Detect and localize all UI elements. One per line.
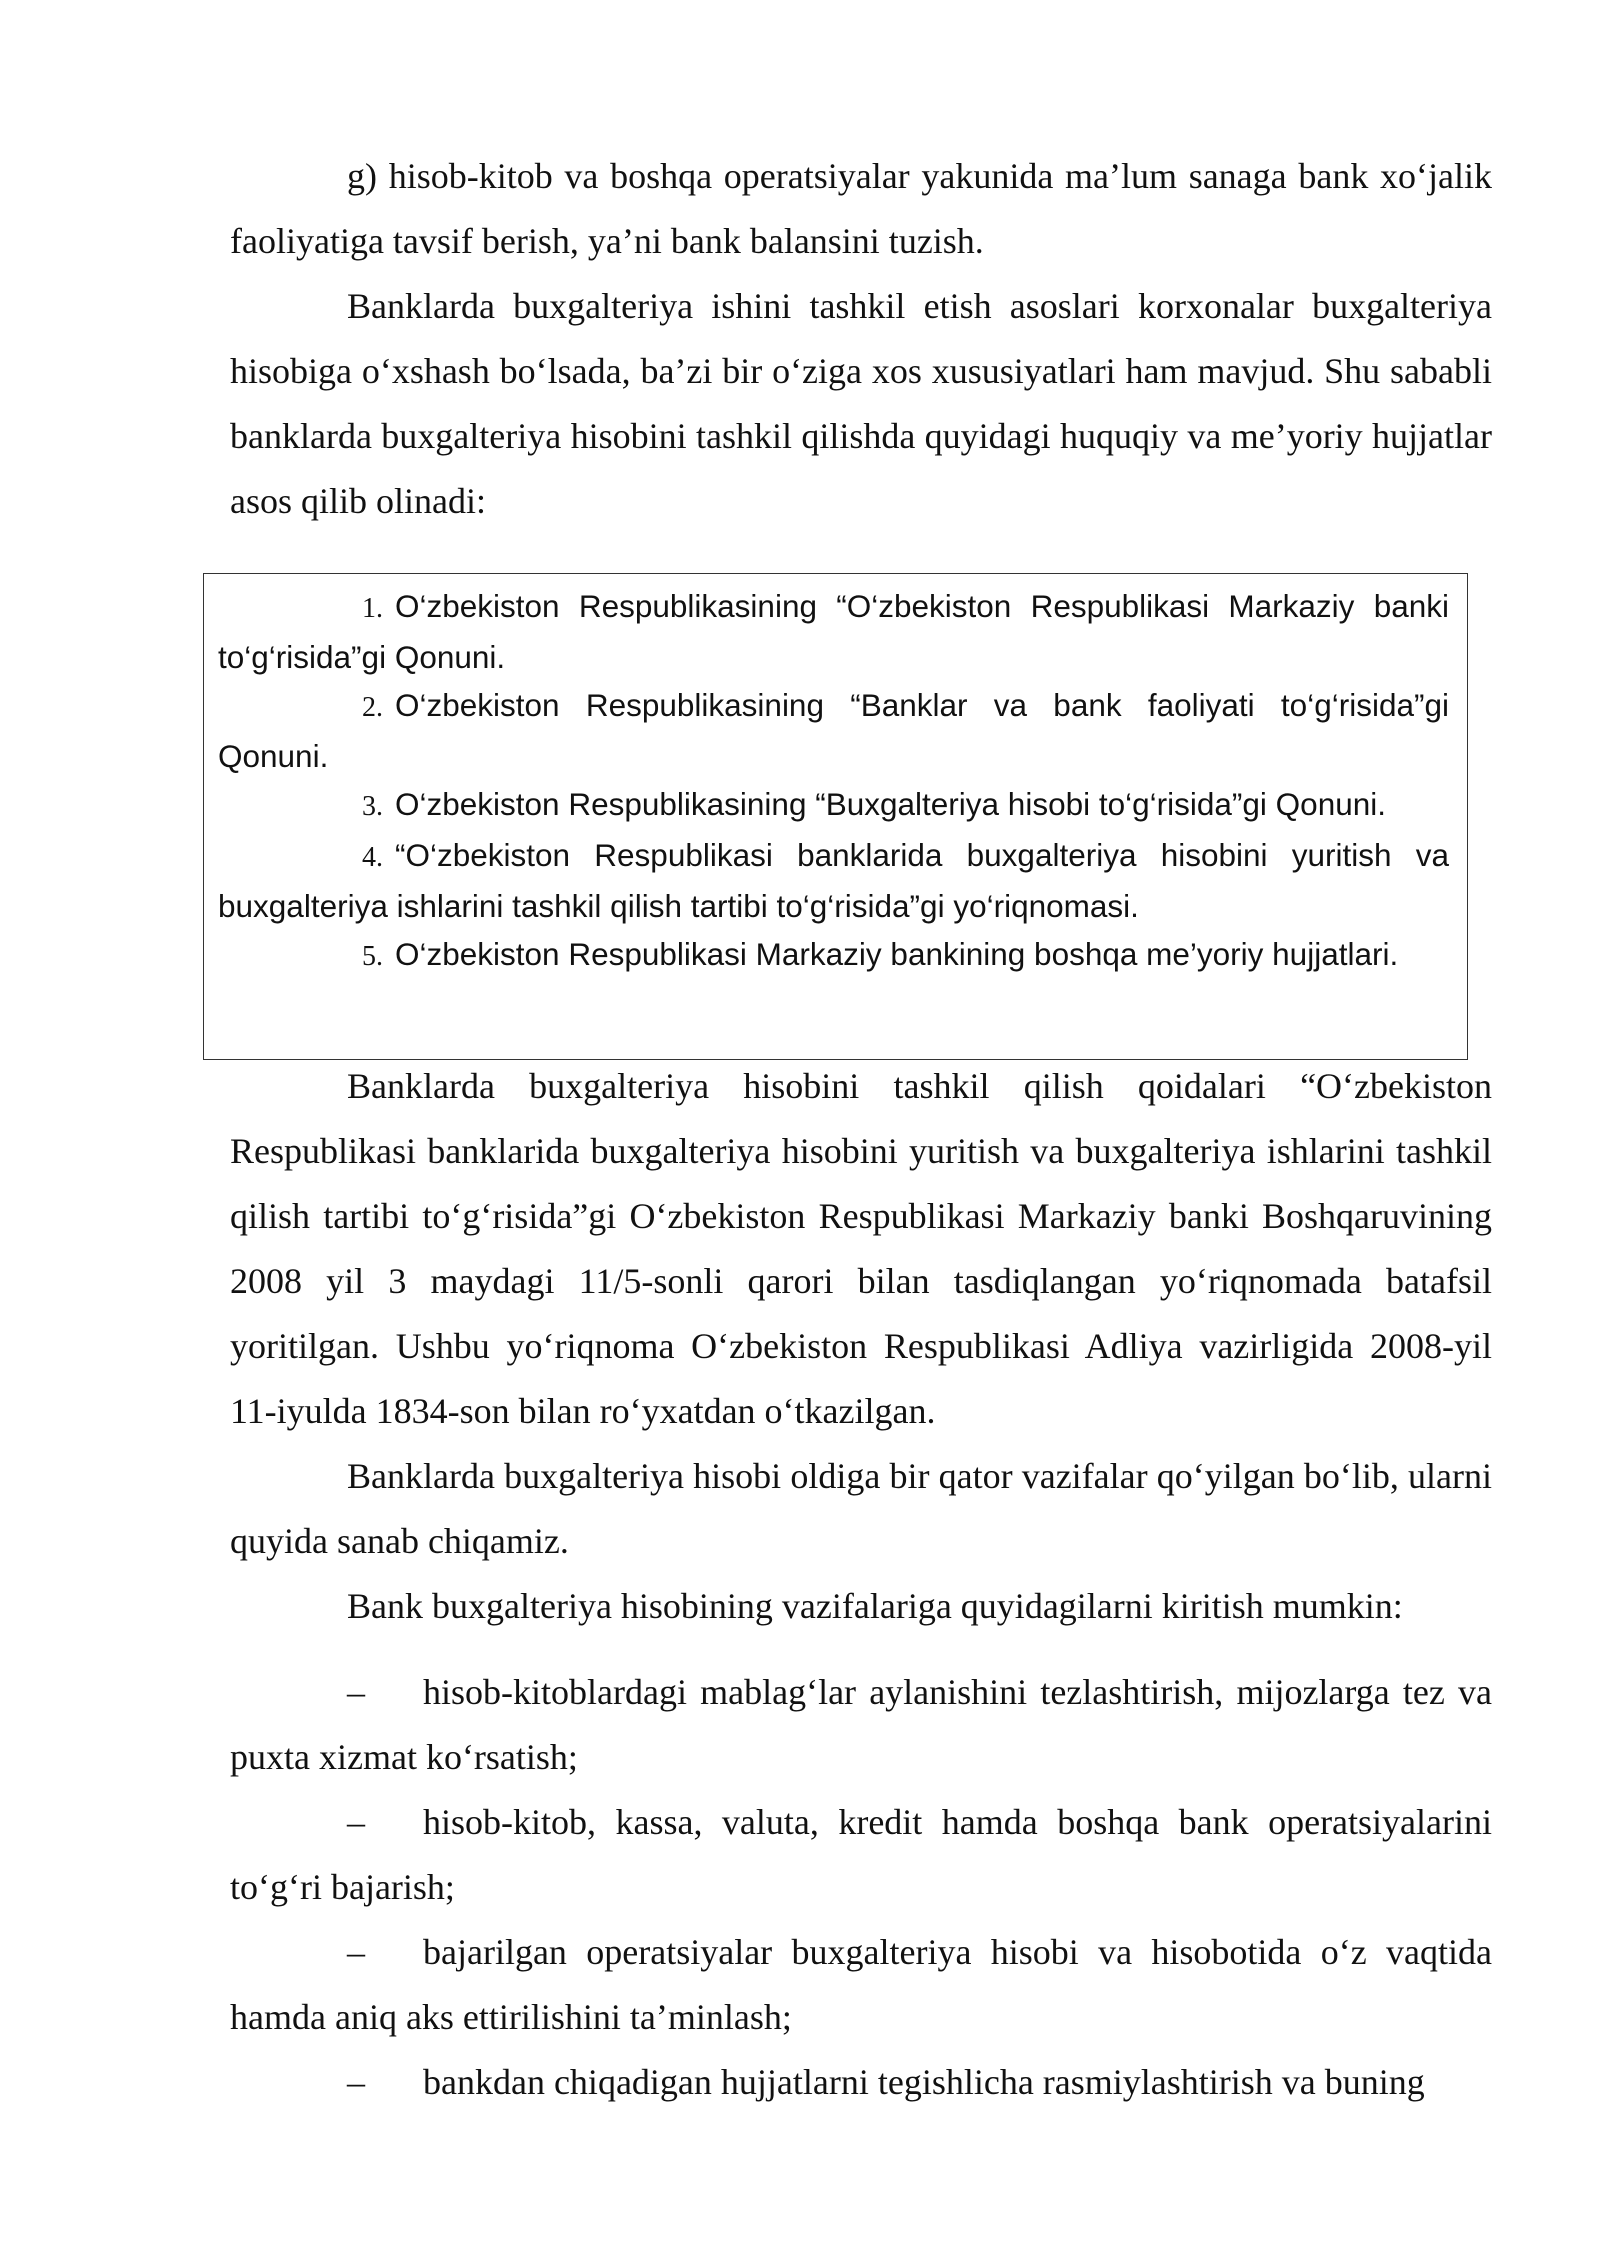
dash-marker: – xyxy=(347,1672,365,1712)
task-item xyxy=(230,1920,1492,2050)
legal-list-number: 3. xyxy=(362,791,383,822)
intro-section xyxy=(230,144,1492,534)
legal-list-item xyxy=(218,831,1449,930)
legal-list-text: O‘zbekiston Respublikasi Markaziy bankining boshqa me’yoriy hujjatlari. xyxy=(395,936,1399,972)
paragraph-tasks-intro: Banklarda buxgalteriya hisobi oldiga bir qator vazifalar qo‘yilgan bo‘lib, ularni quyida sanab chiqamiz. xyxy=(230,1456,1492,1561)
paragraph-tasks-lead: Bank buxgalteriya hisobining vazifalariga quyidagilarni kiritish mumkin: xyxy=(347,1586,1403,1626)
tasks-list xyxy=(230,1660,1492,2115)
legal-list-number: 4. xyxy=(362,842,383,873)
paragraph-legal-basis: Banklarda buxgalteriya ishini tashkil etish asoslari korxonalar buxgalteriya hisobiga o‘xshash bo‘lsada, ba’zi bir o‘ziga xos xususiyatlari ham mavjud. Shu sababli banklarda buxgalteriya hisobini tashkil qilishda quyidagi huquqiy va me’yoriy hujjatlar asos qilib olinadi: xyxy=(230,286,1492,521)
task-item xyxy=(230,2050,1492,2115)
body-section xyxy=(230,1054,1492,1639)
dash-marker: – xyxy=(347,1802,365,1842)
paragraph-accounting-rules: Banklarda buxgalteriya hisobini tashkil qilish qoidalari “O‘zbekiston Respublikasi banklarida buxgalteriya hisobini yuritish va buxgalteriya ishlarini tashkil qilish tartibi to‘g‘risida”gi O‘zbekiston Respublikasi Markaziy banki Boshqaruvining 2008 yil 3 maydagi 11/5-sonli qarori bilan tasdiqlangan yo‘riqnomada batafsil yoritilgan. Ushbu yo‘riqnoma O‘zbekiston Respublikasi Adliya vazirligida 2008-yil 11-iyulda 1834-son bilan ro‘yxatdan o‘tkazilgan. xyxy=(230,1066,1492,1431)
legal-list-number: 1. xyxy=(362,593,383,624)
legal-list-item xyxy=(218,582,1449,681)
legal-list-item xyxy=(218,681,1449,780)
legal-documents-box xyxy=(203,573,1468,1060)
legal-list-text: “O‘zbekiston Respublikasi banklarida buxgalteriya hisobini yuritish va buxgalteriya ishlarini tashkil qilish tartibi to‘g‘risida”gi yo‘riqnomasi. xyxy=(218,837,1449,924)
dash-marker: – xyxy=(347,1932,365,1972)
task-text: bankdan chiqadigan hujjatlarni tegishlicha rasmiylashtirish va buning xyxy=(423,2062,1425,2102)
legal-list-number: 5. xyxy=(362,941,383,972)
dash-marker: – xyxy=(347,2062,365,2102)
task-text: bajarilgan operatsiyalar buxgalteriya hisobi va hisobotida o‘z vaqtida hamda aniq aks ettirilishini ta’minlash; xyxy=(230,1932,1492,2037)
task-text: hisob-kitoblardagi mablag‘lar aylanishini tezlashtirish, mijozlarga tez va puxta xizmat ko‘rsatish; xyxy=(230,1672,1492,1777)
legal-list-item xyxy=(218,930,1449,981)
task-text: hisob-kitob, kassa, valuta, kredit hamda boshqa bank operatsiyalarini to‘g‘ri bajarish; xyxy=(230,1802,1492,1907)
legal-list-number: 2. xyxy=(362,692,383,723)
paragraph-balance-item-g: g) hisob-kitob va boshqa operatsiyalar yakunida ma’lum sanaga bank xo‘jalik faoliyatiga tavsif berish, ya’ni bank balansini tuzish. xyxy=(230,156,1492,261)
task-item xyxy=(230,1660,1492,1790)
legal-list-text: O‘zbekiston Respublikasining “O‘zbekiston Respublikasi Markaziy banki to‘g‘risida”gi Qonuni. xyxy=(218,588,1449,675)
legal-list-text: O‘zbekiston Respublikasining “Buxgalteriya hisobi to‘g‘risida”gi Qonuni. xyxy=(395,786,1387,822)
task-item xyxy=(230,1790,1492,1920)
legal-list-text: O‘zbekiston Respublikasining “Banklar va bank faoliyati to‘g‘risida”gi Qonuni. xyxy=(218,687,1449,774)
legal-list-item xyxy=(218,780,1449,831)
